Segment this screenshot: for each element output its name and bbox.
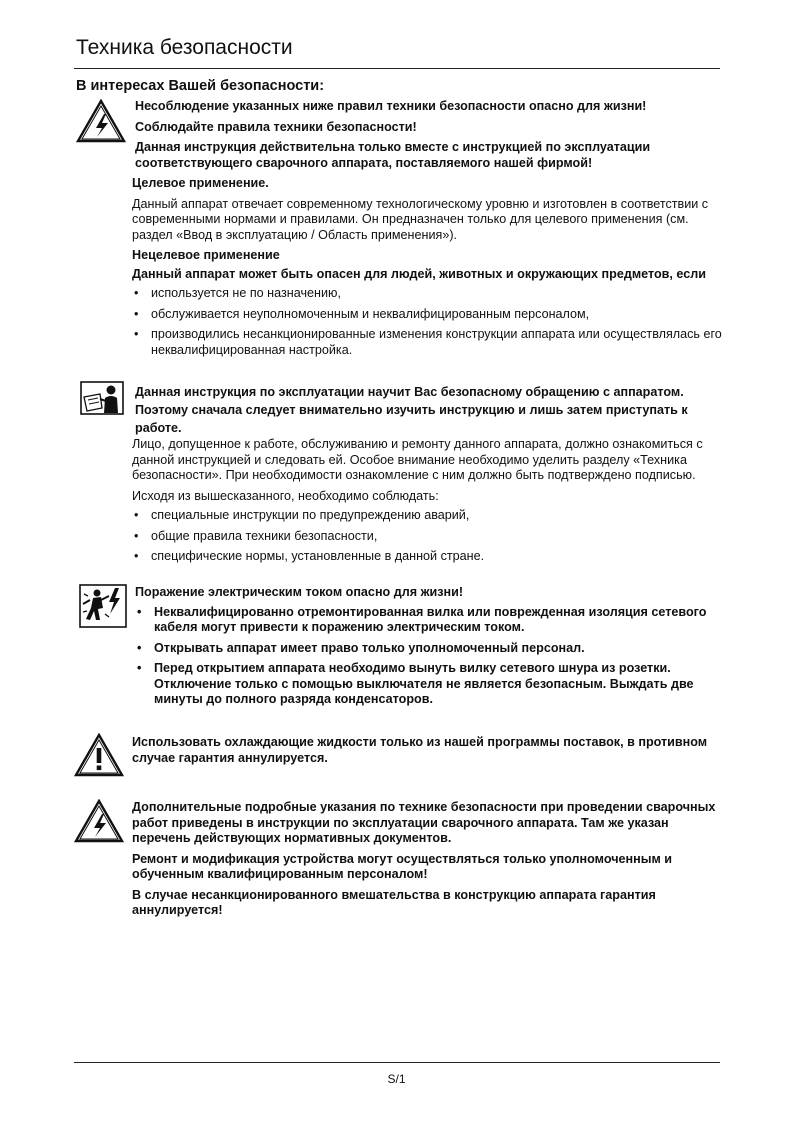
manual-bold-text: Данная инструкция по эксплуатации научит Вас безопасному обращению с аппаратом. Поэтому сначала следует внимательно изучить инструкцию и лишь затем приступать к работе. [135, 385, 688, 435]
intro-warnings [135, 99, 721, 171]
coolant-warning: Использовать охлаждающие жидкости только из нашей программы поставок, в противном случае гарантия аннулируется. [132, 735, 708, 765]
coolant-block [132, 735, 722, 766]
list-item: • Перед открытием аппарата необходимо вынуть вилку сетевого шнура из розетки. Отключение только с помощью выключателя не является безопасным. Выждать две минуты до полного разряда конденсаторов. [135, 661, 721, 708]
page-title: Техника безопасности [76, 36, 293, 59]
list-item: • Открывать аппарат имеет право только уполномоченный персонал. [135, 641, 721, 657]
misuse-heading: Нецелевое применение [132, 248, 280, 262]
intro-warning-1: Несоблюдение указанных ниже правил техники безопасности опасно для жизни! [135, 99, 647, 113]
intended-use-heading: Целевое применение. [132, 176, 269, 190]
list-item: • обслуживается неуполномоченным и неквалифицированным персоналом, [132, 307, 722, 323]
section-title: В интересах Вашей безопасности: [76, 78, 325, 94]
list-item: • Неквалифицированно отремонтированная вилка или поврежденная изоляция сетевого кабеля могут привести к поражению электрическим током. [135, 605, 721, 636]
list-item: • производились несанкционированные изменения конструкции аппарата или осуществлялась его неквалифицированная настройка. [132, 327, 722, 358]
read-manual-icon [80, 381, 124, 415]
intro-warning-2: Соблюдайте правила техники безопасности! [135, 119, 417, 134]
intended-use-block [132, 176, 722, 358]
footer-divider [74, 1062, 720, 1063]
header-divider [74, 68, 720, 69]
final-paragraph-2: Ремонт и модификация устройства могут осуществляться только уполномоченным и обученным квалифицированным персоналом! [132, 851, 673, 881]
manual-text: Лицо, допущенное к работе, обслуживанию и ремонту данного аппарата, должно ознакомиться с данной инструкцией и следовать ей. Особое внимание необходимо уделить разделу «Техника безопасности». При необходимости ознакомление с ним должно быть подтверждено подписью. [132, 437, 703, 482]
electric-shock-icon [79, 584, 127, 628]
manual-bold-block [135, 383, 721, 437]
final-paragraph-1: Дополнительные подробные указания по технике безопасности при проведении сварочных работ приведены в инструкции по эксплуатации сварочного аппарата. Там же указан перечень действующих нормативных документов. [132, 800, 716, 845]
final-paragraph-3: В случае несанкционированного вмешательства в конструкцию аппарата гарантия аннулируется! [132, 887, 656, 917]
list-item: • используется не по назначению, [132, 286, 722, 302]
shock-block [135, 585, 721, 708]
observe-list [132, 508, 722, 565]
list-item: • общие правила техники безопасности, [132, 529, 722, 545]
observe-intro: Исходя из вышесказанного, необходимо соблюдать: [132, 488, 439, 503]
intended-use-text: Данный аппарат отвечает современному технологическому уровню и изготовлен в соответствии с современными нормами и правилами. Он предназначен только для целевого применения (см. раздел «Ввод в эксплуатацию / Область применения»). [132, 196, 709, 242]
high-voltage-warning-icon [76, 99, 126, 143]
misuse-warning: Данный аппарат может быть опасен для людей, животных и окружающих предметов, если [132, 266, 707, 281]
list-item: • специальные инструкции по предупреждению аварий, [132, 508, 722, 524]
shock-heading: Поражение электрическим током опасно для жизни! [135, 585, 464, 599]
warning-exclamation-icon [74, 733, 124, 777]
page-number: S/1 [387, 1072, 406, 1086]
intro-warning-3: Данная инструкция действительна только вместе с инструкцией по эксплуатации соответствующего сварочного аппарата, поставляемого нашей фирмой! [135, 140, 651, 170]
misuse-list [132, 286, 722, 358]
list-item: • специфические нормы, установленные в данной стране. [132, 549, 722, 565]
manual-text-block [132, 437, 722, 565]
shock-list [135, 605, 721, 708]
high-voltage-warning-icon [74, 799, 124, 843]
final-block [132, 800, 722, 919]
